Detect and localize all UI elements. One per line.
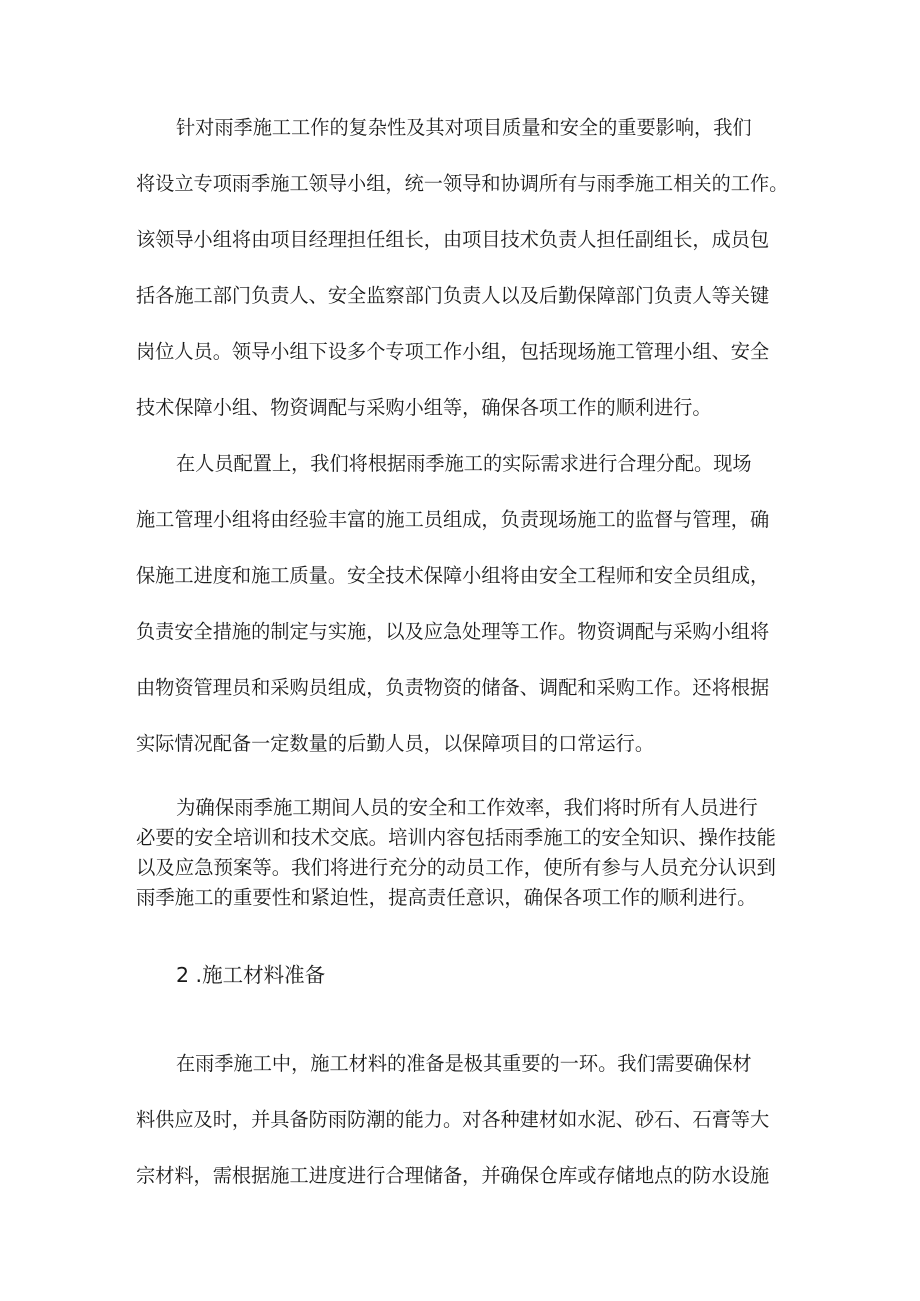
paragraph-line: 施工管理小组将由经验丰富的施工员组成，负责现场施工的监督与管理，确 <box>136 508 770 531</box>
paragraph-line: 为确保雨季施工期间人员的安全和工作效率，我们将时所有人员进行 <box>176 796 758 819</box>
paragraph-line: 必要的安全培训和技术交底。培训内容包括雨季施工的安全知识、操作技能 <box>136 826 776 849</box>
paragraph-line: 料供应及时，并具备防雨防潮的能力。对各种建材如水泥、砂石、石膏等大 <box>136 1108 770 1131</box>
paragraph-line: 针对雨季施工工作的复杂性及其对项目质量和安全的重要影响，我们 <box>176 116 752 139</box>
paragraph-line: 该领导小组将由项目经理担任组长，由项目技术负责人担任副组长，成员包 <box>136 228 770 251</box>
paragraph-line: 括各施工部门负责人、安全监察部门负责人以及后勤保障部门负责人等关键 <box>136 284 770 307</box>
paragraph-line: 以及应急预案等。我们将进行充分的动员工作，使所有参与人员充分认识到 <box>136 856 776 879</box>
paragraph-line: 由物资管理员和采购员组成，负责物资的储备、调配和采购工作。还将根据 <box>136 676 770 699</box>
paragraph-line: 在雨季施工中，施工材料的准备是极其重要的一环。我们需要确保材 <box>176 1052 752 1075</box>
paragraph-line: 岗位人员。领导小组下设多个专项工作小组，包括现场施工管理小组、安全 <box>136 340 770 363</box>
paragraph-line: 负责安全措施的制定与实施，以及应急处理等工作。物资调配与采购小组将 <box>136 620 770 643</box>
paragraph-line: 雨季施工的重要性和紧迫性，提高责任意识，确保各项工作的顺利进行。 <box>136 886 757 909</box>
paragraph-line: 将设立专项雨季施工领导小组，统一领导和协调所有与雨季施工相关的工作。 <box>136 172 789 195</box>
section-heading: 2 .施工材料准备 <box>176 963 326 987</box>
paragraph-line: 宗材料，需根据施工进度进行合理储备，并确保仓库或存储地点的防水设施 <box>136 1164 770 1187</box>
paragraph-line: 技术保障小组、物资调配与采购小组等，确保各项工作的顺利进行。 <box>136 396 712 419</box>
paragraph-line: 实际情况配备一定数量的后勤人员，以保障项目的口常运行。 <box>136 732 655 755</box>
paragraph-line: 保施工进度和施工质量。安全技术保障小组将由安全工程师和安全员组成， <box>136 564 770 587</box>
paragraph-line: 在人员配置上，我们将根据雨季施工的实际需求进行合理分配。现场 <box>176 452 752 475</box>
